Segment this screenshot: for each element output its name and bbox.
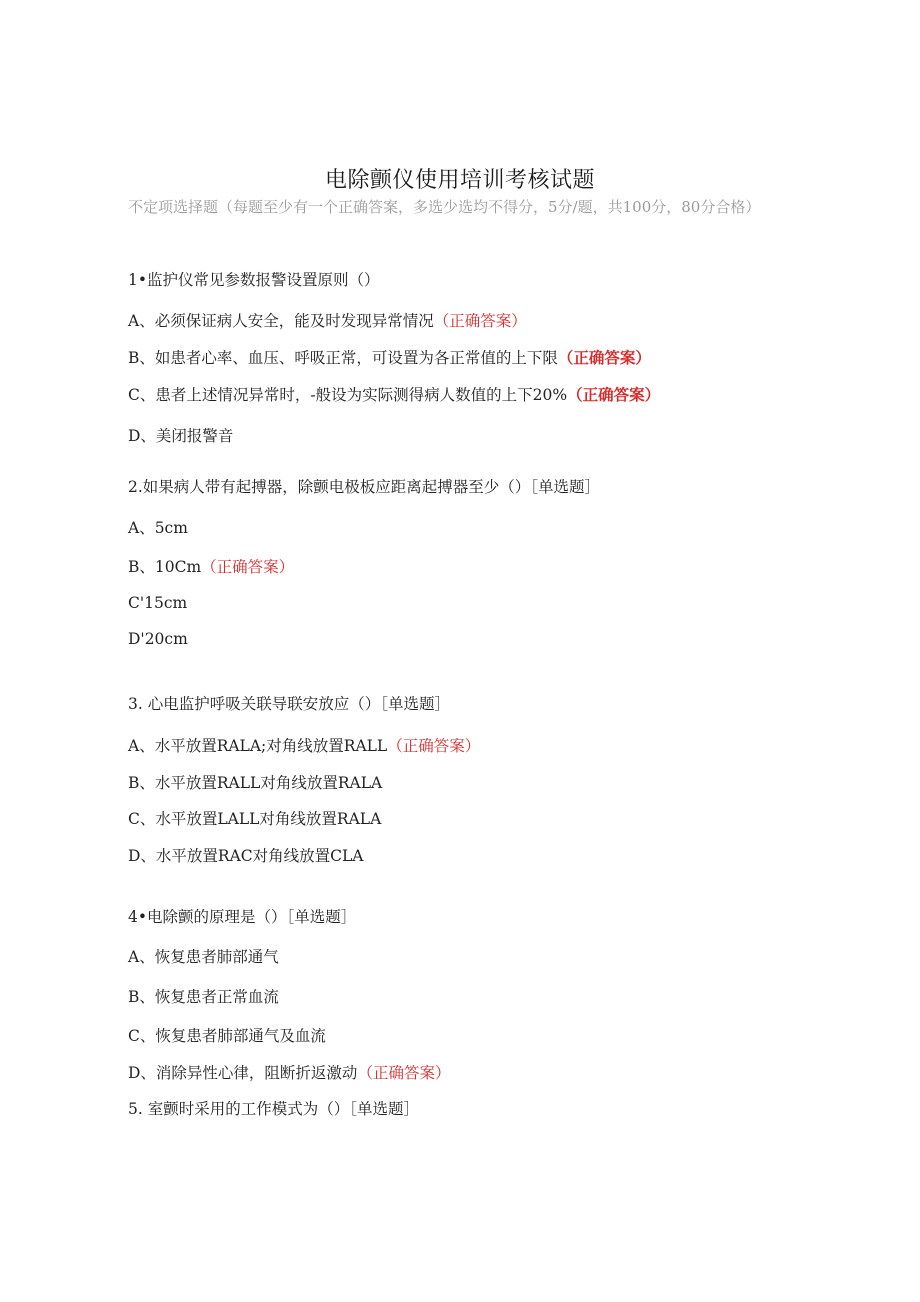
question-3-option-b: B、水平放置RALL对角线放置RALA: [128, 774, 383, 792]
question-2-option-b: [128, 555, 294, 577]
correct-answer-tag: （正确答案）: [567, 385, 661, 404]
question-1-option-b: [128, 346, 651, 368]
question-1-option-c: [128, 383, 660, 405]
correct-answer-tag: （正确答案）: [433, 312, 527, 330]
question-3-stem: 3. 心电监护呼吸关联导联安放应（）［单选题］: [128, 695, 450, 713]
option-text: A、必须保证病人安全，能及时发现异常情况: [128, 312, 434, 330]
question-4-stem: 4•电除颤的原理是（）［单选题］: [128, 908, 357, 926]
option-text: C、患者上述情况异常时，-般设为实际测得病人数值的上下20%: [128, 386, 568, 404]
exam-instructions: 不定项选择题（每题至少有一个正确答案，多选少选均不得分，5分/题，共100分，80分合格）: [128, 198, 761, 216]
question-2-stem: 2.如果病人带有起搏器，除颤电极板应距离起搏器至少（）［单选题］: [128, 478, 601, 496]
correct-answer-tag: （正确答案）: [557, 348, 651, 367]
correct-answer-tag: （正确答案）: [387, 737, 481, 755]
question-3-option-c: C、水平放置LALL对角线放置RALA: [128, 810, 382, 828]
option-text: B、如患者心率、血压、呼吸正常，可设置为各正常值的上下限: [128, 349, 558, 367]
option-text: D、消除异性心律，阻断折返激动: [128, 1064, 358, 1082]
question-4-option-c: C、恢复患者肺部通气及血流: [128, 1027, 326, 1045]
option-text: B、10Cm: [128, 558, 202, 576]
page-title: 电除颤仪使用培训考核试题: [324, 168, 595, 193]
question-2-option-a: A、5cm: [128, 519, 188, 537]
correct-answer-tag: （正确答案）: [357, 1064, 451, 1082]
question-3-option-d: D、水平放置RAC对角线放置CLA: [128, 847, 364, 865]
correct-answer-tag: （正确答案）: [201, 558, 295, 576]
question-2-option-d: D'20cm: [128, 630, 188, 648]
question-5-stem: 5. 室颤时采用的工作模式为（）［单选题］: [128, 1100, 419, 1118]
question-1-stem: 1•监护仪常见参数报警设置原则（）: [128, 271, 380, 289]
question-4-option-d: [128, 1061, 450, 1083]
question-1-option-a: [128, 309, 527, 331]
question-3-option-a: [128, 734, 480, 756]
question-1-option-d: D、美闭报警音: [128, 427, 234, 445]
question-4-option-b: B、恢复患者正常血流: [128, 988, 279, 1006]
question-2-option-c: C'15cm: [128, 594, 188, 612]
option-text: A、水平放置RALA;对角线放置RALL: [128, 737, 388, 755]
question-4-option-a: A、恢复患者肺部通气: [128, 948, 279, 966]
